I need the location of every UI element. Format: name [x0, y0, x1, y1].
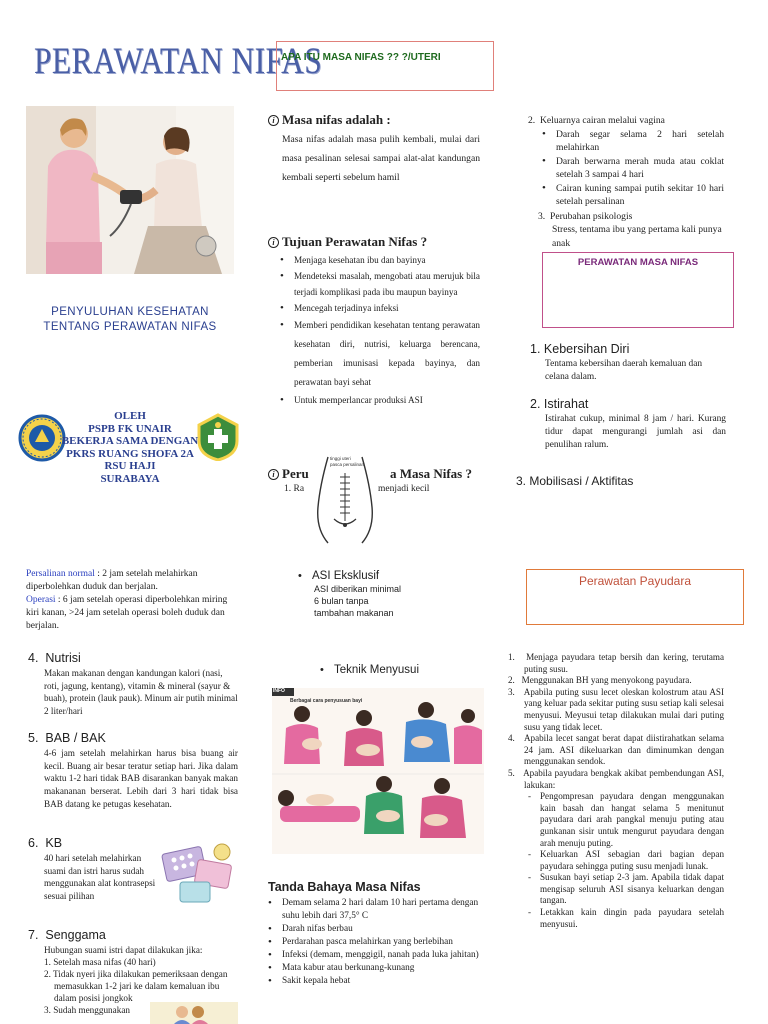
payudara-sublist: [526, 791, 724, 930]
apa-itu-title: APA ITU MASA NIFAS ?? ?/UTERI: [281, 52, 441, 63]
senggama-heading: 7. Senggama: [28, 928, 106, 942]
list-item: • Darah nifas berbau: [268, 923, 482, 936]
list-item: 3. Apabila puting susu lecet oleskan kolostrum atau ASI yang keluar pada sekitar puting susu setiap kali selesai menyusui. Meyusui tetap dilakukan mulai dari puting susu yang tidak lecet.: [508, 686, 724, 732]
oleh-line: OLEH: [114, 410, 146, 422]
perawatan-payudara-box: [526, 569, 744, 625]
menyusui-title: • Teknik Menyusui: [320, 664, 419, 676]
kb-heading: 6. KB: [28, 836, 63, 850]
list-item: • Infeksi (demam, menggigil, nanah pada luka jahitan): [268, 949, 482, 962]
list-item: 1. Setelah masa nifas (40 hari): [44, 957, 156, 967]
oleh-line: RSU HAJI: [104, 460, 156, 472]
list-item: 5. Apabila payudara bengkak akibat pembendungan ASI, lakukan:: [508, 767, 724, 790]
perawatan-masa-nifas-box: [542, 252, 734, 328]
tujuan-section: [268, 234, 480, 408]
kebersihan-heading: 1. Kebersihan Diri: [530, 342, 630, 356]
nutrisi-heading-text: Nutrisi: [45, 651, 81, 665]
persalinan-label: Persalinan normal: [26, 569, 95, 579]
oleh-line: PKRS RUANG SHOFA 2A: [66, 447, 194, 460]
cairan-heading-text: Keluarnya cairan melalui vagina: [540, 115, 665, 126]
checkup-photo: [26, 106, 234, 274]
apa-itu-box: [276, 41, 494, 91]
list-item: 3. Sudah menggunakan: [44, 1005, 130, 1015]
oleh-block: [40, 410, 220, 485]
cairan-heading: 2. Keluarnya cairan melalui vagina: [528, 115, 665, 126]
bab-heading: 5. BAB / BAK: [28, 731, 106, 745]
list-item: 2. Tidak nyeri jika dilakukan pemeriksaan dengan memasukkan 1-2 jari ke dalam kemaluan ibu dalam posisi jongkok: [44, 969, 228, 1003]
list-item: 1. Menjaga payudara tetap bersih dan kering, terutama puting susu.: [508, 652, 725, 674]
tanda-bahaya-list: [268, 897, 482, 988]
payudara-list: [508, 652, 724, 930]
list-item-text: Apabila puting susu lecet oleskan kolostrum atau ASI yang keluar pada sekitar puting susu setiap kali selesai menyusui. Meyusui tetap dilakukan mulai dari puting susu yang tidak lecet.: [523, 686, 724, 732]
masa-nifas-heading: i Masa nifas adalah :: [268, 112, 480, 128]
uterus-diagram: [306, 455, 384, 545]
list-item: • Sakit kepala hebat: [268, 975, 482, 988]
menyusui-list: [320, 664, 419, 676]
kebersihan-section: [530, 342, 726, 383]
psikologis-heading-text: Perubahan psikologis: [550, 210, 633, 222]
info-icon: i: [268, 115, 279, 126]
nutrisi-text: Makan makanan dengan kandungan kalori (nasi, roti, jagung, kentang), vitamin & mineral (sayur & buah), protein (lauk pauk). Minum air putih minimal 2 liter/hari: [44, 668, 238, 716]
oleh-line: PSPB FK UNAIR: [88, 422, 172, 435]
contraceptive-image: [160, 840, 236, 906]
istirahat-text: Istirahat cukup, minimal 8 jam / hari. Kurang tidur dapat mengurangi jumlah asi dan penulihan ralum.: [545, 414, 726, 450]
perubahan-item-b: menjadi kecil: [378, 484, 430, 494]
list-item: - Pengompresan payudara dengan menggunakan kain basah dan hangat selama 5 menitunut payudara dari arah pangkal menuju puting atau gunkanan sisir untuk mengurut payudara dengan arah menuju puting.: [526, 791, 724, 849]
asi-section: [298, 570, 418, 619]
tujuan-heading: [268, 234, 480, 250]
masa-nifas-heading-text: Masa nifas adalah: [282, 112, 384, 127]
perubahan-heading: [268, 466, 309, 482]
info-icon: i: [268, 469, 279, 480]
kebersihan-text: Tentama kebersihan daerah kemaluan dan celana dalam.: [545, 359, 703, 382]
list-item: • Demam selama 2 hari dalam 10 hari pertama dengan suhu lebih dari 37,5° C: [268, 897, 482, 923]
uterus-label: [330, 456, 364, 468]
page-title: PERAWATAN NIFAS: [34, 41, 323, 82]
bab-text: 4-6 jam setelah melahirkan harus bisa buang air kecil. Buang air besar teratur setiap hari. Jika dalam waktu 1-2 hari tidak BAB disarankan banyak makan makananan berserat. Lebih dari 3 hari tidak bisa BAB datang ke petugas kesehatan.: [44, 748, 238, 809]
kebersihan-heading-text: Kebersihan Diri: [543, 342, 630, 356]
senggama-intro: Hubungan suami istri dapat dilakukan jika:: [44, 945, 203, 955]
persalinan-row: [26, 568, 238, 594]
kb-text: 40 hari setelah melahirkan suami dan istri harus sudah menggunakan alat kontrasepsi sesuai pilihan: [44, 853, 156, 901]
list-item: 2. Menggunakan BH yang menyokong payudara.: [508, 675, 692, 686]
operasi-row: [26, 594, 238, 633]
list-item: • Darah berwarna merah muda atau coklat setelah 3 sampai 4 hari: [542, 155, 724, 182]
list-item: • Cairan kuning sampai putih sekitar 10 hari setelah persalinan: [542, 182, 724, 209]
asi-list: [298, 570, 418, 582]
asi-text: ASI diberikan minimal 6 bulan tanpa tambahan makanan: [314, 584, 402, 618]
tujuan-heading-text: Tujuan Perawatan Nifas ?: [282, 234, 428, 249]
cairan-list: [542, 128, 724, 209]
persalinan-text: : 2 jam setelah melahirkan diperbolehkan duduk dan berjalan.: [26, 569, 198, 592]
masa-nifas-text: Masa nifas adalah masa pulih kembali, mulai dari masa pesalinan selesai sampai alat-alat kandungan kembali seperti sebelum hamil: [282, 134, 480, 183]
list-item: - Susukan bayi setiap 2-3 jam. Apabila tidak dapat mengisap seluruh ASI sisanya keluarkan dengan tangan.: [526, 872, 724, 907]
info-caption: Berbagai cara penyusuan bayi: [290, 698, 363, 704]
bab-section: [28, 731, 238, 811]
istirahat-heading-text: Istirahat: [543, 397, 589, 411]
perubahan-heading-a: Peru: [282, 466, 309, 481]
list-item: • Memberi pendidikan kesehatan tentang perawatan kesehatan diri, nutrisi, keluarga berencana, pemberian imunisasi kepada bayinya, dan perawatan bayi sehat: [280, 316, 480, 392]
oleh-line: BEKERJA SAMA DENGAN: [61, 435, 199, 447]
senggama-heading-text: Senggama: [45, 928, 106, 942]
list-item: • Darah segar selama 2 hari setelah melahirkan: [542, 128, 724, 155]
perubahan-heading-b: a Masa Nifas ?: [390, 466, 472, 481]
perawatan-payudara-title: Perawatan Payudara: [578, 574, 692, 588]
tanda-bahaya-heading: Tanda Bahaya Masa Nifas: [268, 880, 421, 894]
tanda-bahaya-section: [268, 880, 482, 988]
oleh-line: SURABAYA: [100, 472, 160, 485]
list-item: • Mata kabur atau berkunang-kunang: [268, 962, 482, 975]
list-item: - Letakkan kain dingin pada payudara setelah menyusui.: [526, 907, 724, 930]
list-item-text: Menggunakan BH yang menyokong payudara.: [521, 675, 692, 686]
perubahan-item-a: 1. Ra: [284, 484, 305, 494]
list-item-text: Apabila payudara bengkak akibat pembendungan ASI, lakukan:: [523, 767, 724, 790]
psikologis-heading: 3. Perubahan psikologis: [538, 210, 633, 222]
list-item: 4. Apabila lecet sangat berat dapat diistirahatkan selama 24 jam. ASI dikeluarkan dan diminumkan dengan menggunakan sendok.: [508, 733, 724, 767]
list-item: • Mencegah terjadinya infeksi: [280, 300, 480, 316]
list-item: - Keluarkan ASI sebagian dari bagian depan payudara sehingga puting susu menjadi lunak.: [526, 849, 724, 872]
info-icon: i: [268, 237, 279, 248]
istirahat-heading: 2. Istirahat: [530, 397, 589, 411]
uterus-label-line: tinggi uteri: [330, 456, 351, 461]
asi-title: • ASI Eksklusif: [298, 570, 418, 582]
mobilisasi-heading: 3. Mobilisasi / Aktifitas: [516, 474, 634, 488]
operasi-text: : 6 jam setelah operasi diperbolehkan miring kiri kanan, >24 jam setelah operasi boleh duduk dan berjalan.: [26, 595, 228, 631]
info-tag: INFO: [273, 688, 285, 694]
subtitle-line: TENTANG PERAWATAN NIFAS: [43, 321, 217, 333]
list-item: • Perdarahan pasca melahirkan yang berlebihan: [268, 936, 482, 949]
uterus-label-line: pasca persalinan: [330, 462, 365, 467]
nutrisi-section: [28, 651, 238, 717]
list-item: • Mendeteksi masalah, mengobati atau merujuk bila terjadi komplikasi pada ibu maupun bayinya: [280, 268, 480, 300]
masa-nifas-section: [268, 112, 480, 187]
operasi-label: Operasi: [26, 595, 56, 605]
perawatan-masa-nifas-title: PERAWATAN MASA NIFAS: [577, 257, 699, 268]
list-item-text: Apabila lecet sangat berat dapat diistirahatkan selama 24 jam. ASI dikeluarkan dan diminumkan dengan menggunakan sendok.: [523, 733, 724, 767]
list-item: • Menjaga kesehatan ibu dan bayinya: [280, 252, 480, 268]
istirahat-section: [530, 397, 726, 452]
tujuan-list: [280, 252, 480, 408]
mobilisasi-detail: [26, 568, 238, 633]
menyusui-heading: [320, 664, 419, 676]
cairan-section: [528, 114, 724, 250]
breastfeeding-positions-image: [272, 688, 484, 854]
list-item-text: Menjaga payudara tetap bersih dan kering, terutama puting susu.: [524, 652, 725, 674]
bab-heading-text: BAB / BAK: [45, 731, 106, 745]
list-item: • Untuk memperlancar produksi ASI: [280, 392, 480, 408]
subtitle: [22, 305, 238, 335]
nutrisi-heading: 4. Nutrisi: [28, 651, 81, 665]
psikologis-text: Stress, tentama ibu yang pertama kali punya anak: [552, 224, 722, 249]
kb-section: [28, 836, 164, 902]
subtitle-line: PENYULUHAN KESEHATAN: [51, 306, 209, 318]
mobilisasi-heading-text: Mobilisasi / Aktifitas: [529, 474, 634, 488]
couple-image: [150, 1002, 238, 1024]
kb-heading-text: KB: [45, 836, 63, 850]
